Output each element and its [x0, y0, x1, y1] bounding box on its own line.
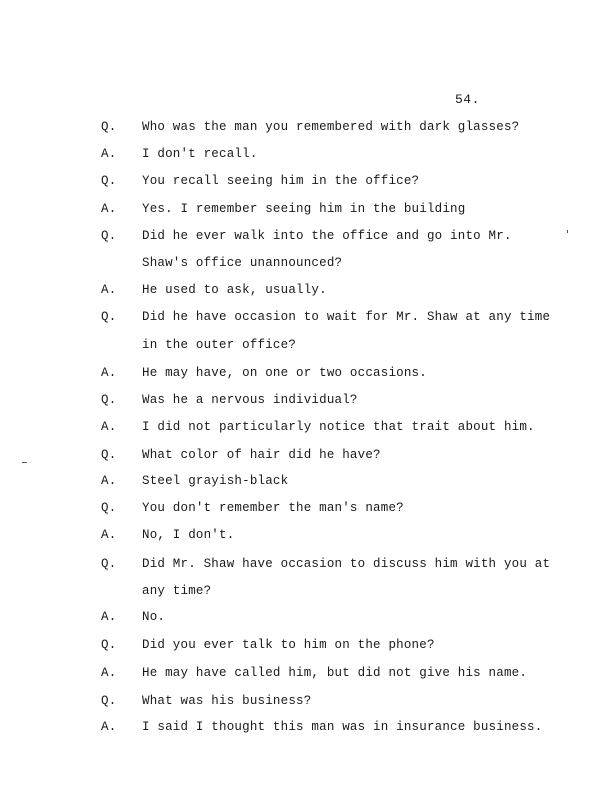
transcript-line: He may have, on one or two occasions. — [142, 366, 427, 380]
transcript-line: I did not particularly notice that trait about him. — [142, 420, 535, 434]
speaker-label: Q. — [101, 557, 117, 571]
transcript-line: Did he have occasion to wait for Mr. Shaw at any time — [142, 310, 551, 324]
speaker-label: A. — [101, 202, 117, 216]
transcript-line: Did he ever walk into the office and go into Mr. — [142, 229, 512, 243]
speaker-label: A. — [101, 474, 117, 488]
transcript-line: You recall seeing him in the office? — [142, 174, 420, 188]
transcript-line: Who was the man you remembered with dark glasses? — [142, 120, 520, 134]
speaker-label: Q. — [101, 501, 117, 515]
transcript-line: Shaw's office unannounced? — [142, 256, 343, 270]
transcript-line: He may have called him, but did not give his name. — [142, 666, 528, 680]
speaker-label: Q. — [101, 393, 117, 407]
transcript-line: No. — [142, 610, 166, 624]
speaker-label: A. — [101, 420, 117, 434]
transcript-line: What was his business? — [142, 694, 312, 708]
scan-mark — [567, 230, 568, 233]
speaker-label: Q. — [101, 174, 117, 188]
speaker-label: Q. — [101, 310, 117, 324]
transcript-line: No, I don't. — [142, 528, 235, 542]
transcript-line: Steel grayish-black — [142, 474, 289, 488]
transcript-line: What color of hair did he have? — [142, 448, 381, 462]
transcript-line: He used to ask, usually. — [142, 283, 327, 297]
speaker-label: A. — [101, 610, 117, 624]
transcript-line: I don't recall. — [142, 147, 258, 161]
transcript-line: any time? — [142, 584, 212, 598]
speaker-label: A. — [101, 528, 117, 542]
speaker-label: A. — [101, 666, 117, 680]
speaker-label: Q. — [101, 448, 117, 462]
speaker-label: A. — [101, 720, 117, 734]
speaker-label: Q. — [101, 694, 117, 708]
speaker-label: Q. — [101, 638, 117, 652]
transcript-line: Did Mr. Shaw have occasion to discuss him with you at — [142, 557, 551, 571]
speaker-label: A. — [101, 366, 117, 380]
transcript-line: Was he a nervous individual? — [142, 393, 358, 407]
speaker-label: A. — [101, 147, 117, 161]
speaker-label: A. — [101, 283, 117, 297]
transcript-line: Yes. I remember seeing him in the building — [142, 202, 466, 216]
transcript-line: Did you ever talk to him on the phone? — [142, 638, 435, 652]
transcript-line: I said I thought this man was in insurance business. — [142, 720, 543, 734]
page-number: 54. — [455, 92, 480, 107]
speaker-label: Q. — [101, 229, 117, 243]
transcript-line: You don't remember the man's name? — [142, 501, 404, 515]
scan-mark — [22, 462, 27, 463]
transcript-line: in the outer office? — [142, 338, 297, 352]
speaker-label: Q. — [101, 120, 117, 134]
